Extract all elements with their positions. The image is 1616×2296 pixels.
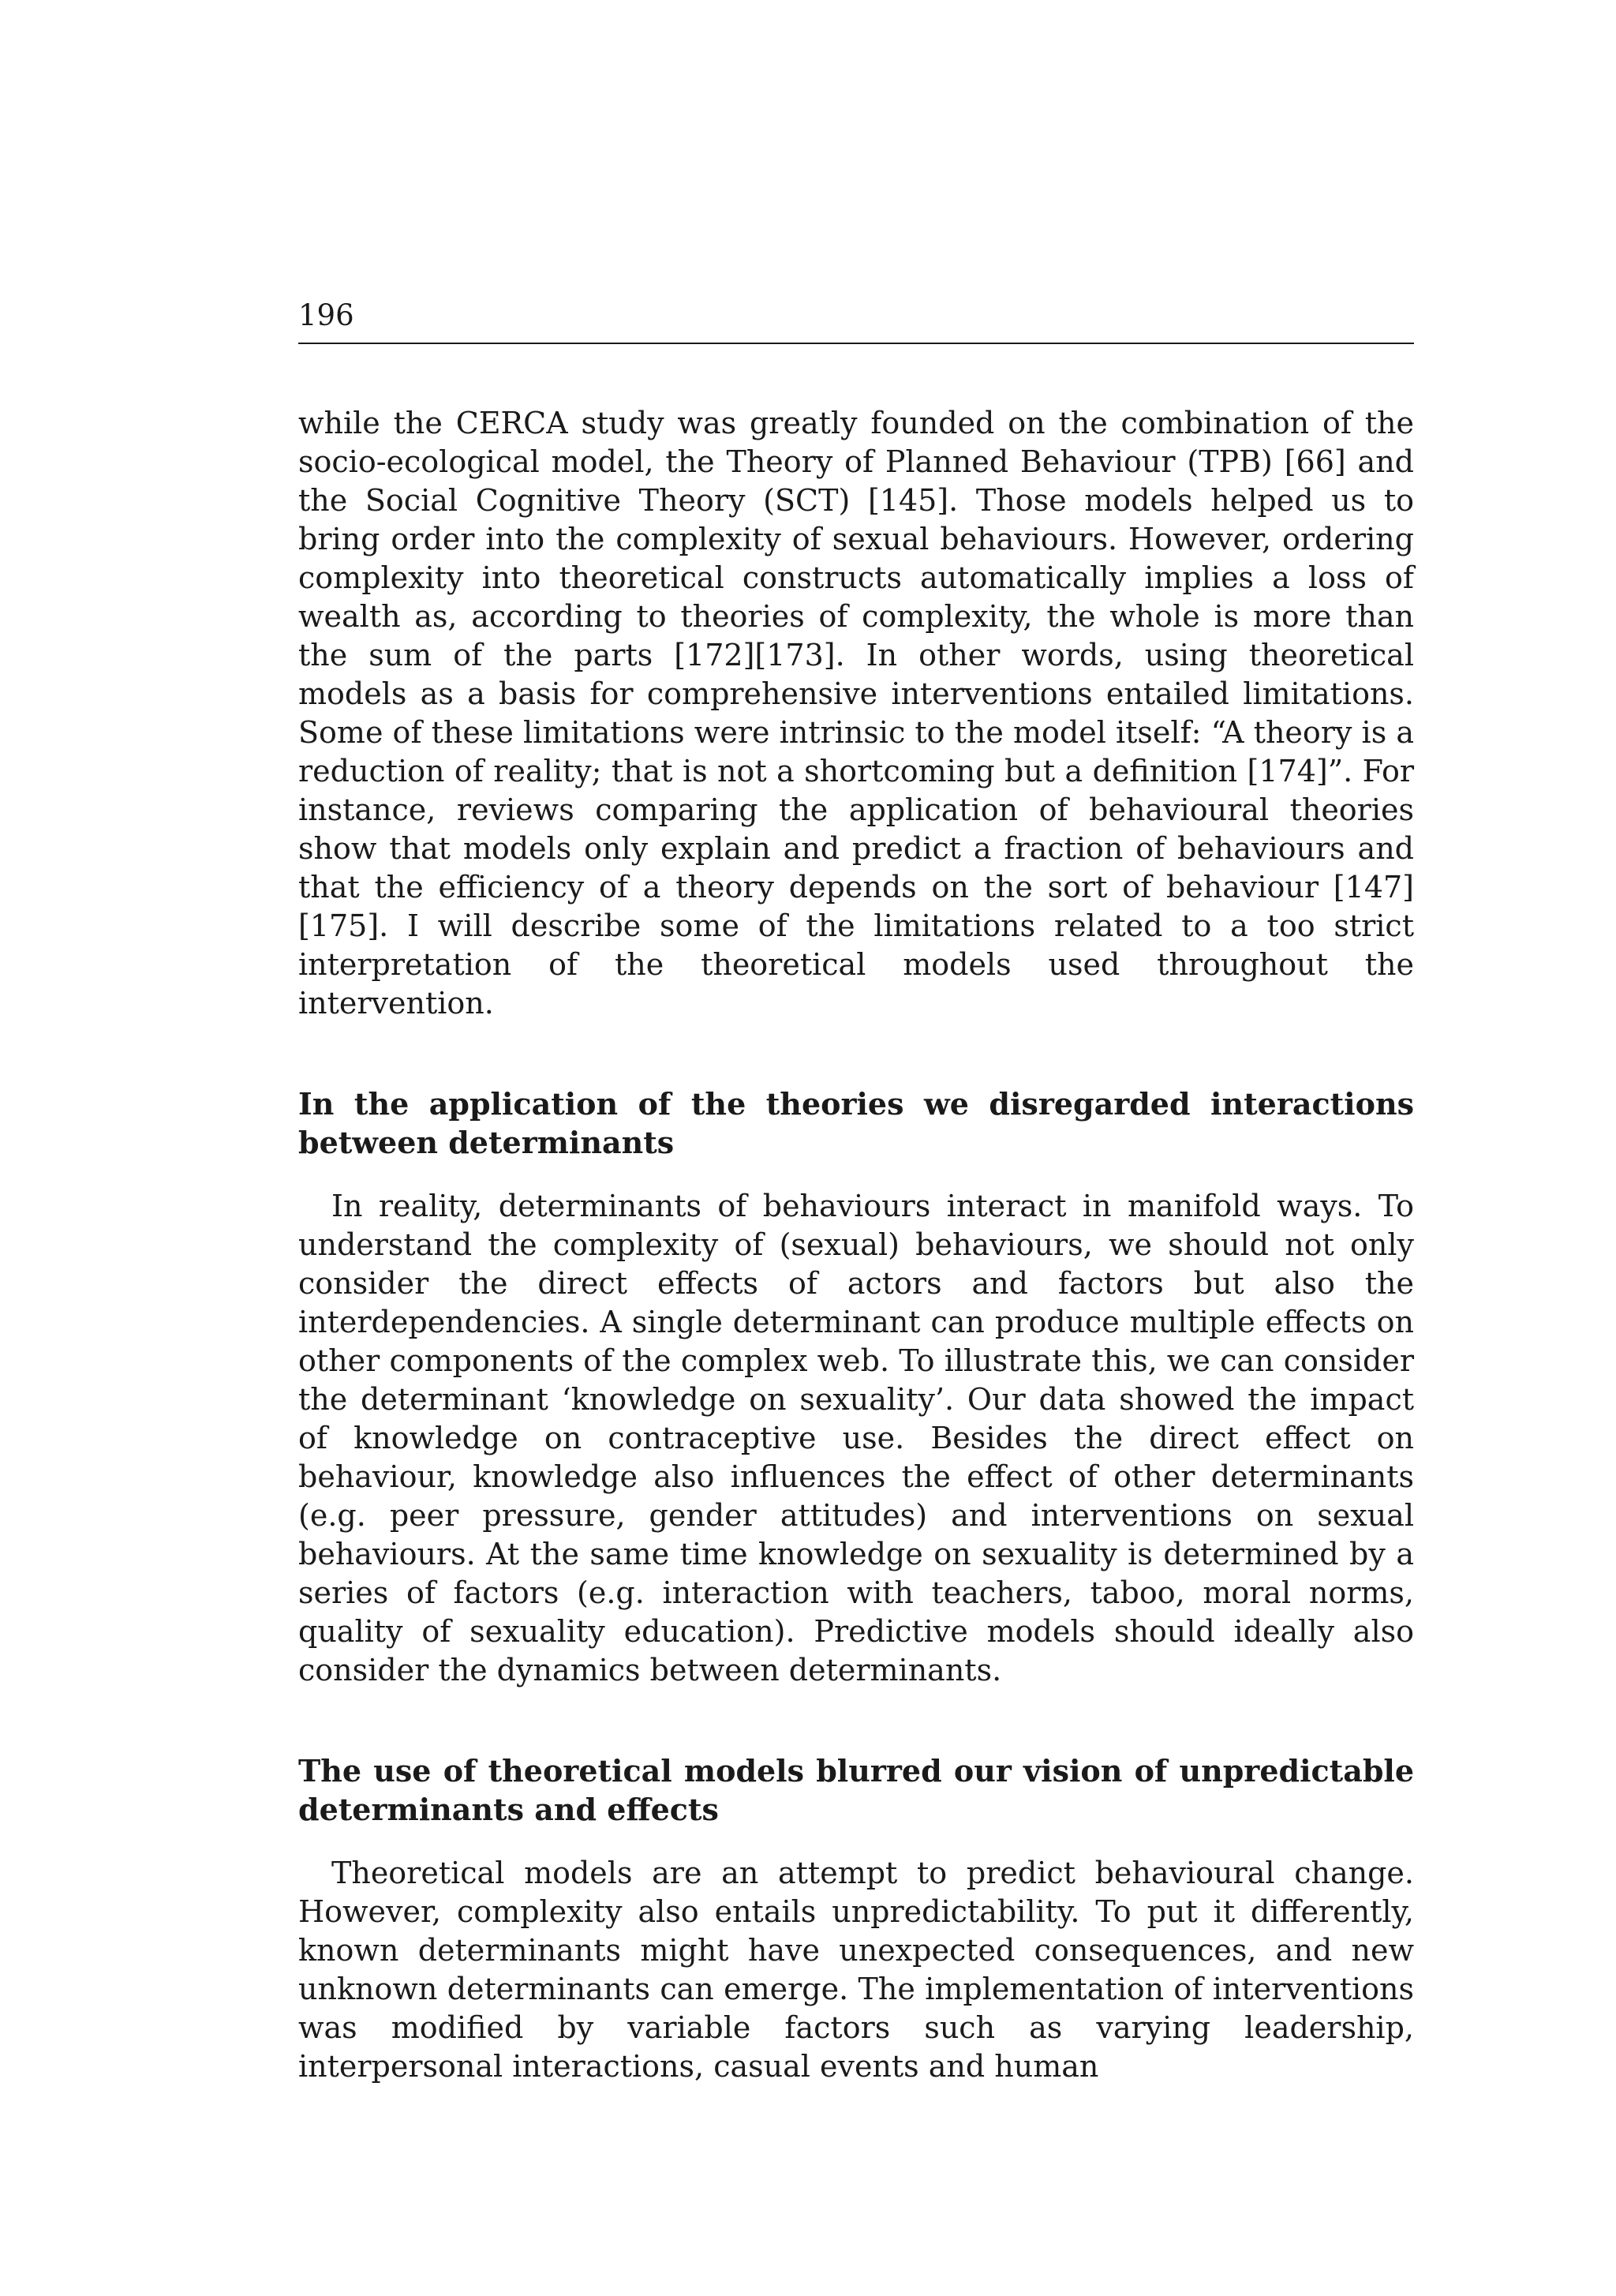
page-number: 196 xyxy=(298,298,354,332)
section-heading-interactions: In the application of the theories we disregarded interactions between determinants xyxy=(298,1086,1414,1160)
paragraph-continuation: while the CERCA study was greatly founded on the combination of the socio-ecological model, the Theory of Planned Behaviour (TPB) [66] and the Social Cognitive Theory (SCT) [145]. Those models helped us to bring order into the complexity of sexual behaviours. However, ordering complexity into theoretical constructs automatically implies a loss of wealth as, according to theories of complexity, the whole is more than the sum of the parts [172][173]. In other words, using theoretical models as a basis for comprehensive interventions entailed limitations. Some of these limitations were intrinsic to the model itself: “A theory is a reduction of reality; that is not a shortcoming but a definition [174]”. For instance, reviews comparing the application of behavioural theories show that models only explain and predict a fraction of behaviours and that the efficiency of a theory depends on the sort of behaviour [147][175]. I will describe some of the limitations related to a too strict interpretation of the theoretical models used throughout the intervention. xyxy=(298,406,1414,1021)
paragraph-unpredictable: Theoretical models are an attempt to predict behavioural change. However, complexity also entails unpredictability. To put it differently, known determinants might have unexpected consequences, and new unknown determinants can emerge. The implementation of interventions was modified by variable factors such as varying leadership, interpersonal interactions, casual events and human xyxy=(298,1856,1414,2084)
section-heading-unpredictable: The use of theoretical models blurred our vision of unpredictable determinants and effects xyxy=(298,1753,1414,1827)
paragraph-interactions: In reality, determinants of behaviours interact in manifold ways. To understand the complexity of (sexual) behaviours, we should not only consider the direct effects of actors and factors but also the interdependencies. A single determinant can produce multiple effects on other components of the complex web. To illustrate this, we can consider the determinant ‘knowledge on sexuality’. Our data showed the impact of knowledge on contraceptive use. Besides the direct effect on behaviour, knowledge also influences the effect of other determinants (e.g. peer pressure, gender attitudes) and interventions on sexual behaviours. At the same time knowledge on sexuality is determined by a series of factors (e.g. interaction with teachers, taboo, moral norms, quality of sexuality education). Predictive models should ideally also consider the dynamics between determinants. xyxy=(298,1189,1414,1687)
text-body xyxy=(298,404,1414,2086)
header-rule xyxy=(298,343,1414,344)
